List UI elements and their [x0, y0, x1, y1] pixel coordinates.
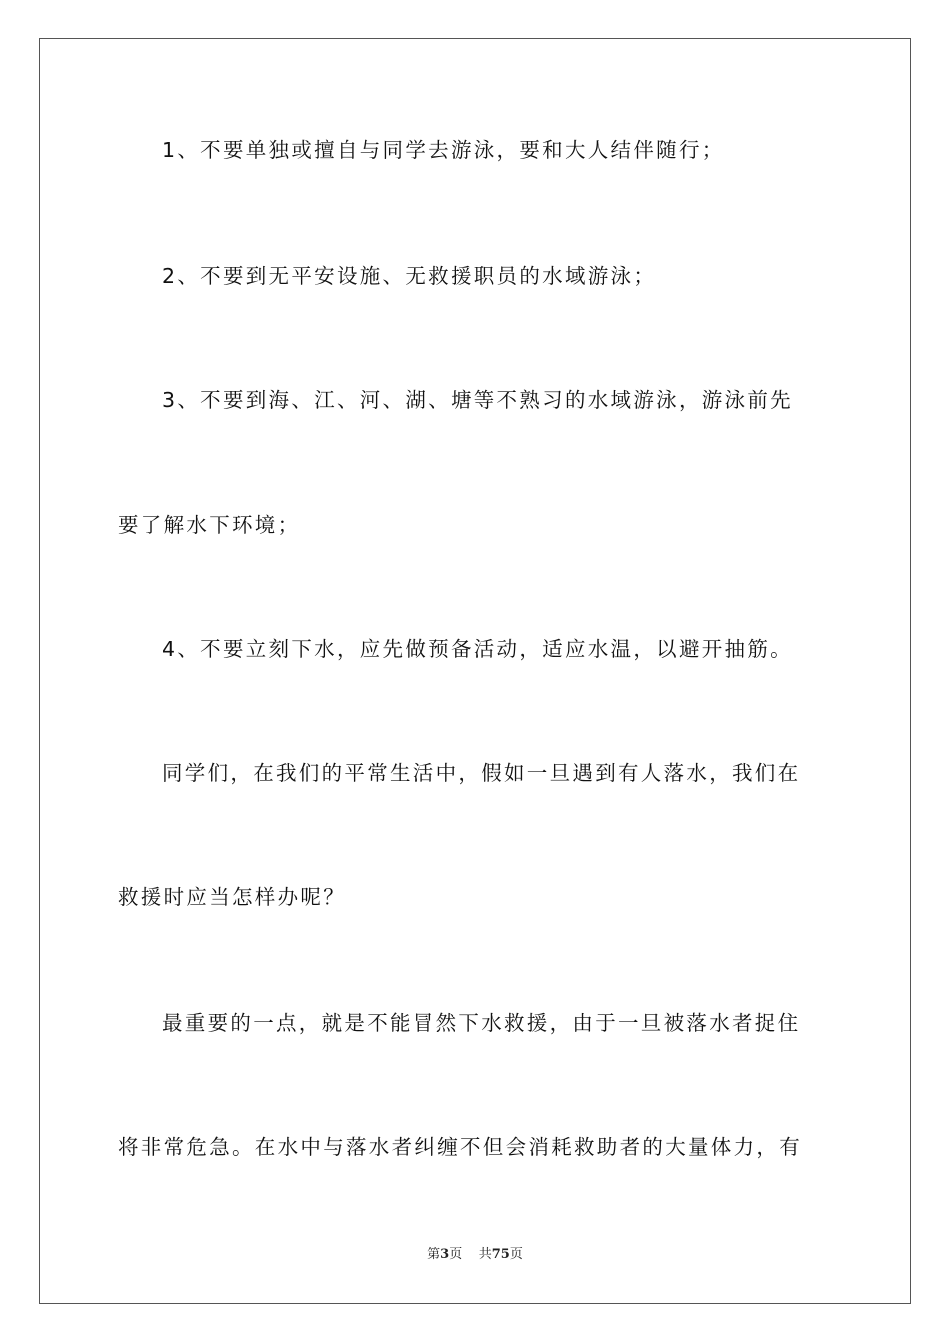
paragraph-line-4: 要了解水下环境；	[118, 513, 301, 537]
paragraph-line-3: 3、不要到海、江、河、湖、塘等不熟习的水域游泳，游泳前先	[162, 388, 793, 412]
page-number: 3	[440, 1247, 450, 1262]
paragraph-line-7: 救援时应当怎样办呢？	[118, 885, 346, 909]
page-footer	[0, 1246, 950, 1264]
total-pages: 75	[491, 1247, 510, 1262]
page-prefix: 第	[427, 1247, 441, 1262]
paragraph-line-6: 同学们，在我们的平常生活中，假如一旦遇到有人落水，我们在	[162, 761, 801, 785]
total-prefix: 共	[478, 1247, 492, 1262]
page-frame	[39, 38, 911, 1304]
paragraph-line-9: 将非常危急。在水中与落水者纠缠不但会消耗救助者的大量体力，有	[118, 1135, 802, 1159]
total-suffix: 页	[509, 1247, 523, 1262]
paragraph-line-1: 1、不要单独或擅自与同学去游泳，要和大人结伴随行；	[162, 138, 725, 162]
page-suffix: 页	[449, 1247, 463, 1262]
paragraph-line-5: 4、不要立刻下水，应先做预备活动，适应水温，以避开抽筋。	[162, 637, 793, 661]
paragraph-line-8: 最重要的一点，就是不能冒然下水救援，由于一旦被落水者捉住	[162, 1011, 801, 1035]
paragraph-line-2: 2、不要到无平安设施、无救援职员的水域游泳；	[162, 264, 657, 288]
